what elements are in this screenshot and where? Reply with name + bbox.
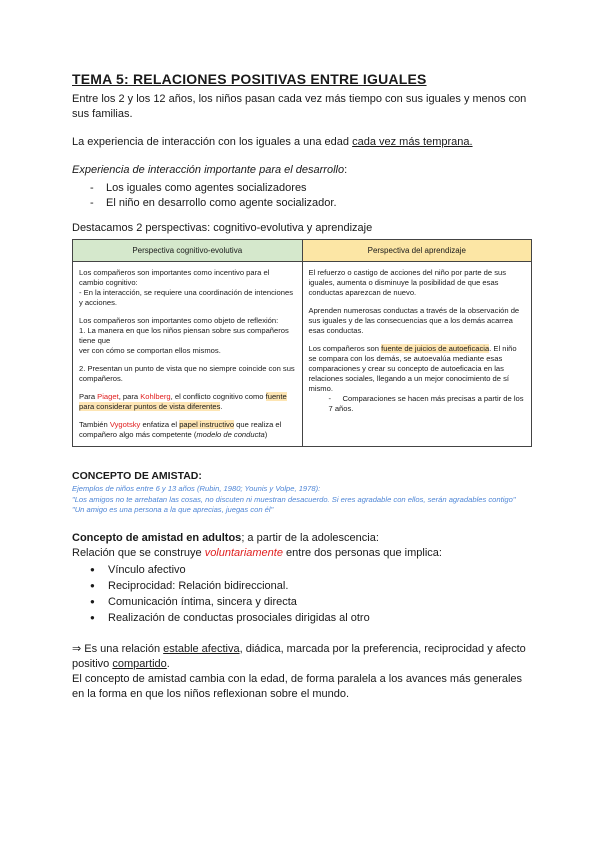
text-run: También (79, 420, 110, 429)
perspectives-intro: Destacamos 2 perspectivas: cognitivo-evolutiva y aprendizaje (72, 222, 373, 234)
author-piaget: Piaget (97, 392, 119, 401)
text-run: entre dos personas que implica: (282, 546, 442, 559)
list-item: - El niño en desarrollo como agente socializador. (90, 196, 532, 211)
intro-paragraph: Entre los 2 y los 12 años, los niños pasan cada vez más tiempo con sus iguales y menos con sus familias. (72, 93, 527, 120)
final-paragraph: El concepto de amistad cambia con la edad, de forma paralela a los avances más generales en la forma en que los niños reflexionan sobre el mundo. (72, 672, 523, 700)
list-item: ● Vínculo afectivo (90, 562, 532, 578)
cell-text: - En la interacción, se requiere una coordinación de intenciones y acciones. (79, 288, 294, 307)
conclusion-paragraph (72, 642, 532, 672)
text-run: ) (264, 430, 268, 439)
author-kohlberg: Kohlberg (140, 392, 171, 401)
important-list (72, 181, 532, 211)
example-line: "Un amigo es una persona a la que aprecias, juegas con él" (72, 505, 274, 514)
cell-text: Aprenden numerosas conductas a través de la observación de sus iguales y de las consecuencias que a los demás acarrea esas conductas. (308, 306, 520, 335)
list-item: ● Realización de conductas prosociales dirigidas al otro (90, 610, 532, 626)
selfefficacy-paragraph (309, 344, 526, 394)
text-run: Para (79, 392, 98, 401)
text-run: enfatiza el (140, 420, 180, 429)
piaget-paragraph (79, 392, 296, 412)
text-run: , el conflicto cognitivo como (170, 392, 266, 401)
cell-text: 2. Presentan un punto de vista que no siempre coincide con sus compañeros. (79, 364, 295, 383)
underlined-text: estable afectiva (163, 642, 240, 655)
text-run: Es una relación (81, 642, 164, 655)
arrow-icon: ⇒ (72, 642, 82, 655)
text-run: , diádica, marcada por la preferencia, reciprocidad y afecto positivo (72, 642, 526, 670)
cognitive-cell (73, 262, 303, 447)
sub-item (309, 394, 526, 414)
relation-paragraph (72, 546, 532, 561)
cell-text: ver con cómo se comportan ellos mismos. (79, 346, 221, 355)
text-run: , para (118, 392, 141, 401)
friendship-heading: CONCEPTO DE AMISTAD: (72, 470, 202, 482)
vygotsky-paragraph (79, 420, 296, 440)
highlight: fuente para considerar puntos de vista diferentes (79, 392, 287, 411)
list-item: ● Reciprocidad: Relación bidireccional. (90, 578, 532, 594)
text-run: que realiza el compañero algo más competente ( (79, 420, 282, 439)
example-line: Ejemplos de niños entre 6 y 13 años (Rubin, 1980; Younis y Volpe, 1978): (72, 484, 321, 493)
emphasis-red: voluntariamente (204, 546, 283, 559)
adults-heading-bold: Concepto de amistad en adultos (72, 531, 242, 544)
header-cognitive: Perspectiva cognitivo-evolutiva (73, 240, 303, 262)
experience-text: La experiencia de interacción con los iguales a una edad (72, 136, 353, 148)
list-item: ● Comunicación íntima, sincera y directa (90, 594, 532, 610)
page-title: TEMA 5: RELACIONES POSITIVAS ENTRE IGUALES (72, 71, 427, 87)
author-vygotsky: Vygotsky (109, 420, 141, 429)
text-run: . (166, 657, 170, 670)
document-page (72, 70, 532, 702)
cell-text: 1. La manera en que los niños piensan sobre sus compañeros tiene que (79, 326, 289, 345)
important-heading-text: Experiencia de interacción importante para el desarrollo (72, 164, 345, 176)
text-run: Relación que se construye (72, 546, 205, 559)
list-item: - Los iguales como agentes socializadores (90, 181, 532, 196)
experience-underlined: cada vez más temprana. (352, 136, 473, 148)
underlined-text: compartido (112, 657, 167, 670)
perspectives-table (72, 239, 532, 447)
text-run: . (220, 402, 223, 411)
highlight: papel instructivo (179, 420, 235, 429)
header-learning: Perspectiva del aprendizaje (302, 240, 532, 262)
cell-text: Los compañeros son importantes como incentivo para el cambio cognitivo: (79, 268, 270, 287)
important-heading (72, 163, 532, 178)
cell-text: Los compañeros son importantes como objeto de reflexión: (79, 316, 279, 325)
text-run: Los compañeros son (308, 344, 382, 353)
important-heading-colon: : (344, 164, 348, 176)
text-run: ; a partir de la adolescencia: (241, 531, 379, 544)
highlight: fuente de juicios de autoeficacia (381, 344, 490, 353)
friendship-features-list (72, 562, 532, 626)
adults-heading (72, 531, 532, 546)
learning-cell (302, 262, 532, 447)
text-run: modelo de conducta (196, 430, 265, 439)
experience-paragraph (72, 135, 532, 150)
dash: - (328, 394, 332, 403)
example-line: "Los amigos no te arrebatan las cosas, no discuten ni muestran desacuerdo. Si eres agradable con ellos, serán agradables contigo" (72, 494, 516, 504)
text-run: Comparaciones se hacen más precisas a partir de los 7 años. (328, 394, 524, 413)
cell-text: El refuerzo o castigo de acciones del niño por parte de sus iguales, aumenta o disminuye la posibilidad de que esas conductas aparezcan de nuevo. (308, 268, 507, 297)
text-run: . El niño se compara con los demás, se autoevalúa mediante esas comparaciones y crear su concepto de autoeficacia en las relaciones sociales, llegando a un mejor conocimiento de sí mismo. (308, 344, 517, 393)
